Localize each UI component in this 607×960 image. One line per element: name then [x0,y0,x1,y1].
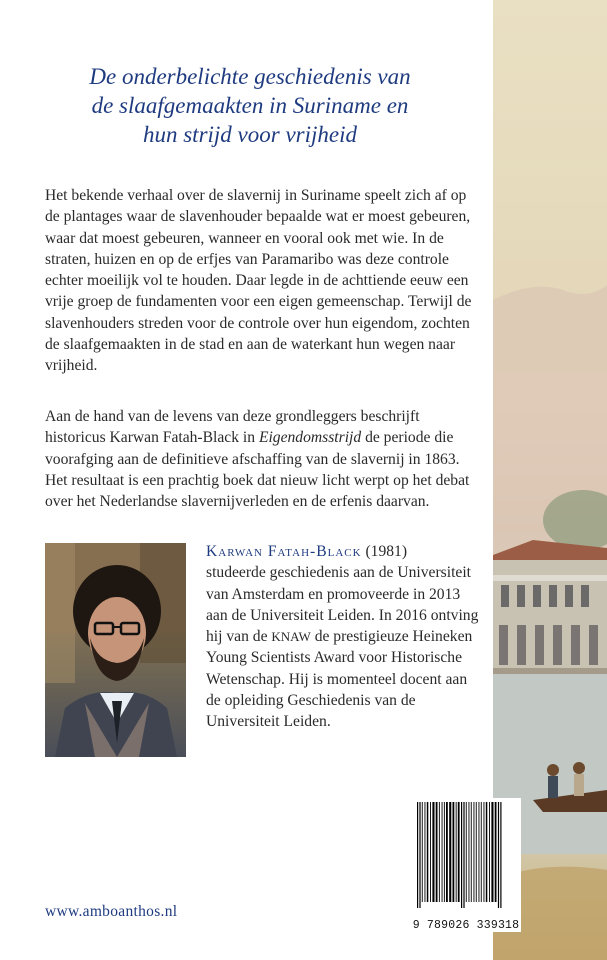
barcode-bar [474,802,475,902]
author-bio-text-2: de prestigieuze Heineken Young Scientists Award voor Historische Wetenschap. Hij is momenteel docent aan de opleiding Geschiedenis van de Universiteit Leiden. [206,628,473,731]
publisher-website[interactable]: www.amboanthos.nl [45,903,178,920]
author-name: Karwan Fatah-Black [206,543,362,560]
blurb-paragraph-2 [45,406,475,512]
barcode-bar [453,802,455,902]
barcode-bar [498,802,499,908]
blurb-paragraph-1: Het bekende verhaal over de slavernij in Suriname speelt zich af op de plantages waar de slavenhouder bepaalde wat er moest gebeuren, waar dat moest gebeuren, wanneer en vooral ook met wie. In de straten, huizen en op de erfjes van Paramaribo was deze controle echter moeilijk vol te houden. Daar legde in de achttiende eeuw een vrije groep de fundamenten voor een eigen gemeenschap. Terwijl de slavenhouders streden voor de controle over hun eigendom, zochten de slaafgemaakten in de stad en aan de waterkant hun wegen naar vrijheid. [45,187,472,375]
author-bio-text-1: studeerde geschiedenis aan de Universiteit van Amsterdam en promoveerde in 2013 aan de Universiteit Leiden. In 2016 ontving hij van de [206,564,479,646]
author-birth-year: (1981) [365,543,408,560]
barcode-bar [444,802,445,902]
barcode-bar [427,802,429,902]
knaw-acronym: KNAW [271,629,311,645]
barcode-bar [425,802,426,902]
barcode-bar [481,802,482,902]
barcode-bar [430,802,431,902]
tagline-line-2: de slaafgemaakten in Suriname en [91,93,409,118]
barcode-bars [411,798,521,916]
barcode-bar [461,802,462,908]
barcode-bar [471,802,472,902]
author-photo [45,543,186,757]
barcode-bar [476,802,477,902]
barcode-bar [484,802,485,902]
barcode-bar [439,802,440,902]
author-portrait-illustration [45,543,186,757]
barcode-bar [449,802,451,902]
barcode-bar [432,802,434,902]
barcode-bar [466,802,467,902]
blurb-text-before-title: Aan de hand van de levens van deze grondleggers beschrijft historicus Karwan Fatah-Black in [45,408,420,447]
barcode-bar [456,802,457,902]
barcode-bar [419,802,420,908]
barcode-bar [500,802,501,908]
book-title: Eigendomsstrijd [258,429,362,447]
barcode-bar [469,802,470,902]
isbn-number: 9 789026 339318 [412,919,520,932]
blurb-text-after-title: de periode die voorafging aan de definitieve afschaffing van de slavernij in 1863. Het resultaat is een prachtig boek dat nieuw licht werpt op het debat over het Nederlandse slavernijverleden en de erfenis daarvan. [45,429,470,511]
barcode-bar [422,802,423,902]
barcode-bar [495,802,497,902]
cover-tagline [40,62,460,149]
barcode-bar [436,802,438,902]
barcode-bar [491,802,493,902]
barcode-bar [463,802,464,908]
barcode-bar [458,802,460,902]
barcode-bar [417,802,418,908]
barcode-bar [489,802,490,902]
barcode-bar [446,802,448,902]
tagline-line-1: De onderbelichte geschiedenis van [89,64,411,89]
barcode-bar [442,802,443,902]
barcode-bar [486,802,488,902]
barcode-bar [479,802,480,902]
tagline-line-3: hun strijd voor vrijheid [142,122,358,147]
isbn-barcode [411,798,521,932]
author-bio [206,541,481,733]
